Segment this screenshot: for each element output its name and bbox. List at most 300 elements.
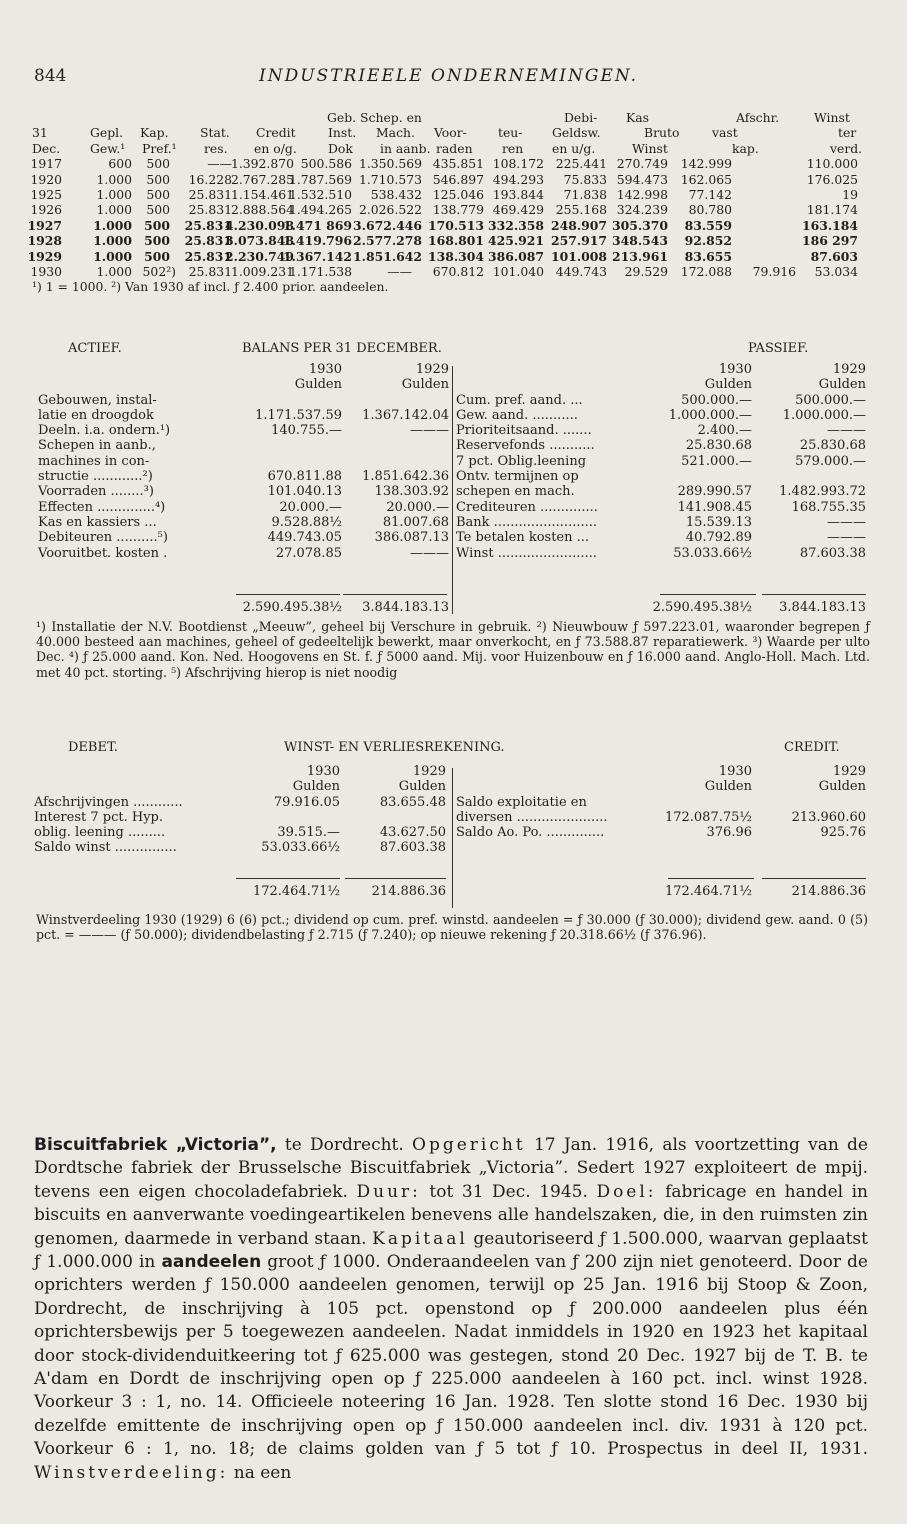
- amount-previous: 1.851.642.36: [362, 469, 449, 485]
- stats-cell: 19: [842, 186, 858, 202]
- stats-head: Mach.: [376, 125, 415, 141]
- stats-cell: 500: [146, 186, 170, 202]
- amount-current: 79.916.05: [273, 794, 340, 810]
- stats-cell: 92.852: [684, 233, 732, 249]
- amount-previous: 43.627.50: [379, 825, 446, 841]
- amount-previous: 81.007.68: [382, 514, 449, 530]
- stats-head: Bruto: [644, 125, 680, 141]
- amount-current: 376.96: [706, 825, 752, 841]
- stats-cell: 138.779: [432, 202, 484, 218]
- stats-cell: 1.000: [96, 263, 132, 279]
- stats-cell: 538.432: [370, 186, 422, 202]
- amount-previous: 579.000.—: [795, 453, 866, 469]
- amount-current: 172.087.75½: [664, 809, 752, 825]
- stats-cell: 386.087: [487, 248, 544, 264]
- stats-head: Dec.: [32, 140, 61, 156]
- amount-previous: ———: [410, 423, 449, 439]
- account-label: latie en droogdok: [38, 407, 154, 423]
- stats-header-row-3: [32, 141, 874, 156]
- stats-cell: 1.532.510: [288, 186, 352, 202]
- account-label: Interest 7 pct. Hyp.: [34, 809, 163, 825]
- unit-label: Gulden: [292, 779, 340, 795]
- stats-head: Debi-: [564, 110, 598, 125]
- amount-current: 2.400.—: [697, 423, 752, 439]
- stats-head: Kas: [626, 110, 650, 125]
- account-row: [456, 393, 868, 408]
- account-row: [456, 810, 868, 825]
- year-label: 1929: [832, 764, 866, 779]
- body-text: groot ƒ 1000. Onderaandeelen van ƒ 200 zijn niet genoteerd. Door de oprichters werden ƒ 150.000 aandeelen genomen, terwijl op 25 Jan. 1916 bij Stoop & Zoon, Dordrecht, de inschrijving à 105 pct. openstond op ƒ 200.000 aandeelen plus één oprichtersbewijs per 5 toegewezen aandeelen. Nadat inmiddels in 1920 en 1923 het kapitaal door stock-dividenduitkeering tot ƒ 625.000 was gestegen, stond 20 Dec. 1927 bij de T. B. te A'dam en Dordt de inschrijving open op ƒ 225.000 aandeelen à 160 pct. incl. winst 1928. Voorkeur 3 : 1, no. 14. Officieele noteering 16 Jan. 1928. Ten slotte stond 16 Dec. 1930 bij dezelfde emittente de inschrijving open op ƒ 150.000 aandeelen incl. div. 1931 à 120 pct. Voorkeur 6 : 1, no. 18; de claims golden van ƒ 5 tot ƒ 10. Prospectus in deel II, 1931.: [34, 1252, 868, 1460]
- stats-year: 1927: [27, 217, 62, 233]
- actief-column: [38, 362, 450, 561]
- winstverdeeling-text: Winstverdeeling 1930 (1929) 6 (6) pct.; dividend op cum. pref. winstd. aandeelen = ƒ 30.000 (ƒ 30.000); dividend gew. aand. 0 (5) pct. = ——— (ƒ 50.000); dividendbelasting ƒ 2.715 (ƒ 7.240); op nieuwe rekening ƒ 20.318.66½ (ƒ 376.96).: [36, 912, 868, 943]
- amount-previous: 1.367.142.04: [362, 407, 449, 423]
- footnote-text: ¹) Installatie der N.V. Bootdienst „Meeuw”, geheel bij Verschure in gebruik. ²) Nieuwbouw ƒ 597.223.01, waaronder begrepen ƒ 40.000 besteed aan machines, geheel of gedeeltelijk bewerkt, maar onverkocht, en ƒ 73.588.87 reparatiewerk. ³) Waarde per ulto Dec. ⁴) ƒ 25.000 aand. Kon. Ned. Hoogovens en St. f. ƒ 5000 aand. Mij. voor Huizenbouw en ƒ 16.000 aand. Anglo-Holl. Mach. Ltd. met 40 pct. storting. ⁵) Afschrijving hierop is niet noodig: [36, 619, 870, 680]
- stats-cell: 3.073.848: [225, 233, 294, 249]
- stats-cell: 79.916: [752, 263, 796, 279]
- stats-head: Geldsw.: [552, 125, 601, 141]
- account-row: [38, 438, 450, 453]
- stats-cell: 176.025: [806, 171, 858, 187]
- stats-cell: 25.831: [188, 202, 232, 218]
- account-row: [38, 530, 450, 545]
- total-rule: [236, 878, 340, 879]
- stats-cell: 332.358: [487, 217, 544, 233]
- balans-heading: [32, 341, 872, 357]
- balans-title: BALANS PER 31 DECEMBER.: [242, 341, 442, 356]
- account-row: [34, 810, 452, 825]
- account-row: [34, 795, 452, 810]
- unit-label: Gulden: [294, 377, 342, 393]
- stats-row: [27, 248, 874, 264]
- stats-cell: 469.429: [492, 202, 544, 218]
- stats-cell: 4.230.098: [225, 217, 294, 233]
- unit-label: Gulden: [818, 779, 866, 795]
- account-row: [38, 393, 450, 408]
- account-row: [456, 500, 868, 515]
- stats-cell: 125.046: [432, 186, 484, 202]
- total-value: 172.464.71½: [252, 884, 340, 899]
- account-label: Debiteuren ..........⁵): [38, 530, 168, 546]
- account-row: [456, 408, 868, 423]
- total-rule: [762, 594, 866, 595]
- passief-total: [456, 600, 868, 616]
- account-label: Gew. aand. ...........: [456, 407, 578, 423]
- stats-year: 1930: [30, 263, 62, 279]
- total-value: 214.886.36: [791, 884, 866, 899]
- stats-cell: 500.586: [300, 156, 352, 172]
- account-label: Saldo winst ...............: [34, 840, 177, 856]
- total-rule: [668, 878, 754, 879]
- stats-cell: 2.230.749: [225, 248, 294, 264]
- body-text: geautoriseerd ƒ 1.500.000, waarvan geplaatst ƒ 1.000.000 in: [34, 1228, 868, 1273]
- account-row: [38, 423, 450, 438]
- amount-previous: ———: [410, 545, 449, 561]
- body-text: te Dordrecht.: [276, 1135, 413, 1155]
- running-title: INDUSTRIEELE ONDERNEMINGEN.: [259, 66, 639, 86]
- stats-cell: 1.000: [96, 202, 132, 218]
- stats-head: kap.: [732, 140, 759, 156]
- stats-cell: 170.513: [427, 217, 484, 233]
- stats-header-row-1: [32, 110, 874, 125]
- stats-row: [32, 172, 874, 187]
- stats-head: Inst.: [328, 125, 357, 141]
- stats-head: vast: [712, 125, 738, 141]
- account-label: Winst ........................: [456, 545, 597, 561]
- stats-cell: 248.907: [550, 217, 607, 233]
- stats-year: 1917: [30, 156, 62, 172]
- unit-label: Gulden: [398, 779, 446, 795]
- stats-head: Afschr.: [736, 110, 780, 125]
- stats-year: 1926: [30, 202, 62, 218]
- body-text: fabricage en handel in biscuits en aanverwante voedingeartikelen benevens alle handelszaken, die, in den ruimsten zin genomen, daarmede in verband staan.: [34, 1181, 868, 1249]
- account-row: [456, 438, 868, 453]
- account-row: [456, 377, 868, 392]
- stats-cell: 305.370: [611, 217, 668, 233]
- amount-previous: 1.482.993.72: [779, 484, 866, 500]
- account-label: Reservefonds ...........: [456, 438, 595, 454]
- stats-cell: 87.603: [810, 248, 858, 264]
- stats-cell: 494.293: [492, 171, 544, 187]
- stats-cell: 500: [144, 217, 170, 233]
- stats-head: ter: [838, 125, 857, 141]
- credit-total: [456, 884, 868, 900]
- amount-current: 521.000.—: [681, 453, 752, 469]
- stats-cell: 1.000: [93, 248, 132, 264]
- stats-cell: 1.367.142: [283, 248, 352, 264]
- account-row: [38, 515, 450, 530]
- amount-current: 500.000.—: [681, 392, 752, 408]
- total-value: 172.464.71½: [664, 884, 752, 899]
- account-row: [456, 469, 868, 484]
- amount-previous: ———: [827, 423, 866, 439]
- amount-previous: 138.303.92: [374, 484, 449, 500]
- year-label: 1929: [415, 362, 449, 377]
- unit-label: Gulden: [704, 779, 752, 795]
- account-label: machines in con-: [38, 453, 150, 469]
- total-rule: [762, 878, 866, 879]
- stats-cell: 101.008: [550, 248, 607, 264]
- amount-current: 53.033.66½: [261, 840, 340, 856]
- account-row: [456, 484, 868, 499]
- year-label: 1930: [308, 362, 342, 377]
- stats-head: verd.: [830, 140, 863, 156]
- stats-cell: 138.304: [427, 248, 484, 264]
- amount-current: 141.908.45: [677, 499, 752, 515]
- stats-cell: 255.168: [555, 202, 607, 218]
- stats-cell: 324.239: [616, 202, 668, 218]
- stats-cell: 425.921: [487, 233, 544, 249]
- passief-heading: PASSIEF.: [748, 341, 809, 356]
- stats-cell: 168.801: [427, 233, 484, 249]
- amount-previous: 25.830.68: [799, 438, 866, 454]
- stats-cell: 25.831: [188, 263, 232, 279]
- amount-previous: 87.603.38: [799, 545, 866, 561]
- stats-cell: 594.473: [616, 171, 668, 187]
- stats-cell: 449.743: [555, 263, 607, 279]
- year-label: 1929: [412, 764, 446, 779]
- stats-cell: 162.065: [680, 171, 732, 187]
- total-value: 3.844.183.13: [362, 600, 449, 615]
- stats-cell: 1.494.265: [288, 202, 352, 218]
- stats-head: Kap.: [140, 125, 169, 141]
- account-label: Prioriteitsaand. .......: [456, 423, 592, 439]
- page-header: [34, 66, 874, 88]
- account-label: Saldo Ao. Po. ..............: [456, 825, 605, 841]
- winstverdeeling-note: [36, 912, 868, 942]
- total-rule: [236, 594, 340, 595]
- account-row: [456, 515, 868, 530]
- stats-cell: 16.228: [188, 171, 232, 187]
- stats-cell: 3.672.446: [353, 217, 422, 233]
- stats-head: Stat.: [200, 125, 230, 141]
- body-text: na een: [228, 1462, 292, 1483]
- account-label: Te betalen kosten ...: [456, 530, 590, 546]
- stats-head: en u/g.: [552, 140, 596, 156]
- amount-current: 140.755.—: [271, 423, 342, 439]
- account-label: Ontv. termijnen op: [456, 469, 579, 485]
- account-label: 7 pct. Oblig.leening: [456, 453, 587, 469]
- stats-cell: 270.749: [616, 156, 668, 172]
- amount-previous: 20.000.—: [386, 499, 449, 515]
- stats-cell: 2.767.285: [230, 171, 294, 187]
- total-rule: [343, 594, 447, 595]
- amount-previous: 925.76: [820, 825, 866, 841]
- stats-year: 1928: [27, 233, 62, 249]
- amount-current: 449.743.05: [267, 530, 342, 546]
- stats-cell: 225.441: [555, 156, 607, 172]
- debet-heading: DEBET.: [68, 740, 118, 755]
- stats-row: [27, 217, 874, 233]
- debet-total: [34, 884, 452, 900]
- stats-body: [27, 156, 874, 279]
- stats-head: res.: [204, 140, 228, 156]
- account-row: [456, 546, 868, 561]
- amount-current: 20.000.—: [279, 499, 342, 515]
- amount-current: 40.792.89: [685, 530, 752, 546]
- stats-cell: 670.812: [432, 263, 484, 279]
- label-doel: Doel:: [596, 1181, 657, 1202]
- stats-row: [32, 264, 874, 279]
- year-label: 1929: [832, 362, 866, 377]
- amount-current: 1.171.537.59: [255, 407, 342, 423]
- stats-cell: 546.897: [432, 171, 484, 187]
- amount-current: 1.000.000.—: [668, 407, 752, 423]
- stats-cell: 110.000: [806, 156, 858, 172]
- account-row: [456, 423, 868, 438]
- unit-label: Gulden: [401, 377, 449, 393]
- stats-cell: 142.998: [616, 186, 668, 202]
- stats-row: [32, 156, 874, 171]
- stats-head: 31: [32, 125, 48, 141]
- stats-cell: 2.888.564: [230, 202, 294, 218]
- stats-cell: ——: [207, 156, 232, 172]
- stats-head: Credit: [256, 125, 296, 141]
- account-label: Gebouwen, instal-: [38, 392, 157, 408]
- amount-current: 53.033.66½: [673, 545, 752, 561]
- credit-column: [456, 764, 868, 840]
- stats-cell: 101.040: [492, 263, 544, 279]
- stats-cell: 142.999: [680, 156, 732, 172]
- stats-row: [32, 187, 874, 202]
- account-label: Bank .........................: [456, 514, 597, 530]
- stats-cell: 1.851.642: [353, 248, 422, 264]
- stats-cell: 500: [146, 171, 170, 187]
- stats-cell: 1.000: [93, 217, 132, 233]
- amount-previous: 1.000.000.—: [782, 407, 866, 423]
- year-label: 1930: [718, 764, 752, 779]
- stats-cell: 1.171.538: [288, 263, 352, 279]
- account-label: diversen ......................: [456, 809, 608, 825]
- stats-head: Dok: [328, 140, 353, 156]
- company-description: [34, 1134, 868, 1485]
- winst-title: WINST- EN VERLIESREKENING.: [284, 740, 505, 755]
- account-label: schepen en mach.: [456, 484, 575, 500]
- account-row: [34, 840, 452, 855]
- winst-divider: [452, 768, 453, 908]
- account-row: [456, 795, 868, 810]
- amount-previous: 213.960.60: [791, 809, 866, 825]
- label-winstverdeeling: Winstverdeeling:: [34, 1462, 229, 1483]
- stats-cell: 1.000: [96, 186, 132, 202]
- account-row: [38, 546, 450, 561]
- account-label: Afschrijvingen ............: [34, 794, 183, 810]
- account-label: structie ............²): [38, 469, 153, 485]
- stats-head: Geb. Schep. en: [327, 110, 422, 125]
- unit-label: Gulden: [818, 377, 866, 393]
- account-row: [38, 454, 450, 469]
- account-row: [38, 408, 450, 423]
- stats-cell: 435.851: [432, 156, 484, 172]
- amount-current: 9.528.88½: [271, 514, 342, 530]
- company-name: Biscuitfabriek „Victoria”,: [34, 1135, 277, 1155]
- stats-cell: 1.154.461: [230, 186, 294, 202]
- stats-cell: 502²): [142, 263, 176, 279]
- year-label: 1930: [306, 764, 340, 779]
- balans-divider: [452, 366, 453, 614]
- stats-cell: 71.838: [563, 186, 607, 202]
- stats-head: raden: [436, 140, 473, 156]
- actief-total: [38, 600, 450, 616]
- amount-previous: 87.603.38: [379, 840, 446, 856]
- stats-year: 1929: [27, 248, 62, 264]
- total-value: 214.886.36: [371, 884, 446, 899]
- stats-cell: 25.831: [184, 233, 232, 249]
- stats-cell: 77.142: [688, 186, 732, 202]
- account-label: Saldo exploitatie en: [456, 794, 587, 810]
- stats-cell: 1.000: [96, 171, 132, 187]
- account-row: [38, 469, 450, 484]
- stats-head: ren: [502, 140, 524, 156]
- account-row: [38, 484, 450, 499]
- passief-column: [456, 362, 868, 561]
- credit-heading: CREDIT.: [784, 740, 840, 755]
- account-label: Voorraden ........³): [38, 484, 154, 500]
- total-value: 3.844.183.13: [779, 600, 866, 615]
- stats-year: 1920: [30, 171, 62, 187]
- stats-cell: 1.787.569: [288, 171, 352, 187]
- label-opgericht: Opgericht: [412, 1135, 526, 1155]
- label-kapitaal: Kapitaal: [372, 1228, 468, 1249]
- stats-head: Voor-: [434, 125, 467, 141]
- stats-footnote: ¹) 1 = 1000. ²) Van 1930 af incl. ƒ 2.400 prior. aandeelen.: [32, 279, 389, 295]
- stats-cell: 75.833: [563, 171, 607, 187]
- debet-column: [34, 764, 452, 856]
- stats-cell: 193.844: [492, 186, 544, 202]
- stats-head: Winst: [632, 140, 668, 156]
- stats-cell: ——: [387, 263, 412, 279]
- account-row: [456, 825, 868, 840]
- amount-current: 27.078.85: [275, 545, 342, 561]
- label-duur: Duur:: [356, 1181, 421, 1202]
- stats-cell: 1.471 869: [283, 217, 352, 233]
- stats-year: 1925: [30, 186, 62, 202]
- stats-head: teu-: [498, 125, 523, 141]
- amount-current: 670.811.88: [267, 469, 342, 485]
- stats-cell: 1.710.573: [358, 171, 422, 187]
- page-number: 844: [34, 66, 67, 86]
- label-aandeelen: aandeelen: [161, 1252, 262, 1273]
- stats-cell: 213.961: [611, 248, 668, 264]
- total-rule: [660, 594, 756, 595]
- stats-cell: 2.026.522: [358, 202, 422, 218]
- stats-cell: 500: [144, 248, 170, 264]
- account-label: Vooruitbet. kosten .: [38, 545, 168, 561]
- stats-cell: 600: [108, 156, 132, 172]
- stats-cell: 80.780: [688, 202, 732, 218]
- stats-cell: 257.917: [550, 233, 607, 249]
- stats-head: Winst: [814, 110, 850, 125]
- stats-cell: 25.831: [188, 186, 232, 202]
- year-label: 1930: [718, 362, 752, 377]
- balans-footnotes: [36, 619, 870, 680]
- body-text: tot 31 Dec. 1945.: [420, 1181, 597, 1202]
- amount-current: 289.990.57: [677, 484, 752, 500]
- stats-cell: 1.000: [93, 233, 132, 249]
- stats-cell: 500: [146, 156, 170, 172]
- stats-cell: 25.831: [184, 248, 232, 264]
- stats-cell: 163.184: [801, 217, 858, 233]
- account-label: Deeln. i.a. ondern.¹): [38, 423, 171, 439]
- account-row: [456, 530, 868, 545]
- stats-head: en o/g.: [254, 140, 297, 156]
- stats-cell: 500: [144, 233, 170, 249]
- unit-label: Gulden: [704, 377, 752, 393]
- account-label: Crediteuren ..............: [456, 499, 598, 515]
- account-row: [38, 500, 450, 515]
- amount-previous: 386.087.13: [374, 530, 449, 546]
- account-row: [456, 454, 868, 469]
- stats-cell: 186 297: [801, 233, 858, 249]
- amount-previous: ———: [827, 514, 866, 530]
- amount-current: 39.515.—: [277, 825, 340, 841]
- stats-head: Gepl.: [90, 125, 124, 141]
- amount-current: 15.539.13: [685, 514, 752, 530]
- stats-cell: 2.577.278: [353, 233, 422, 249]
- stats-cell: 108.172: [492, 156, 544, 172]
- stats-row: [32, 202, 874, 217]
- account-label: oblig. leening .........: [34, 825, 166, 841]
- amount-previous: ———: [827, 530, 866, 546]
- actief-heading: ACTIEF.: [68, 341, 122, 356]
- stats-cell: 53.034: [814, 263, 858, 279]
- stats-cell: 29.529: [624, 263, 668, 279]
- total-value: 2.590.495.38½: [652, 600, 752, 615]
- stats-header-row-2: [32, 125, 874, 140]
- stats-cell: 181.174: [806, 202, 858, 218]
- stats-cell: 83.559: [684, 217, 732, 233]
- account-row: [34, 825, 452, 840]
